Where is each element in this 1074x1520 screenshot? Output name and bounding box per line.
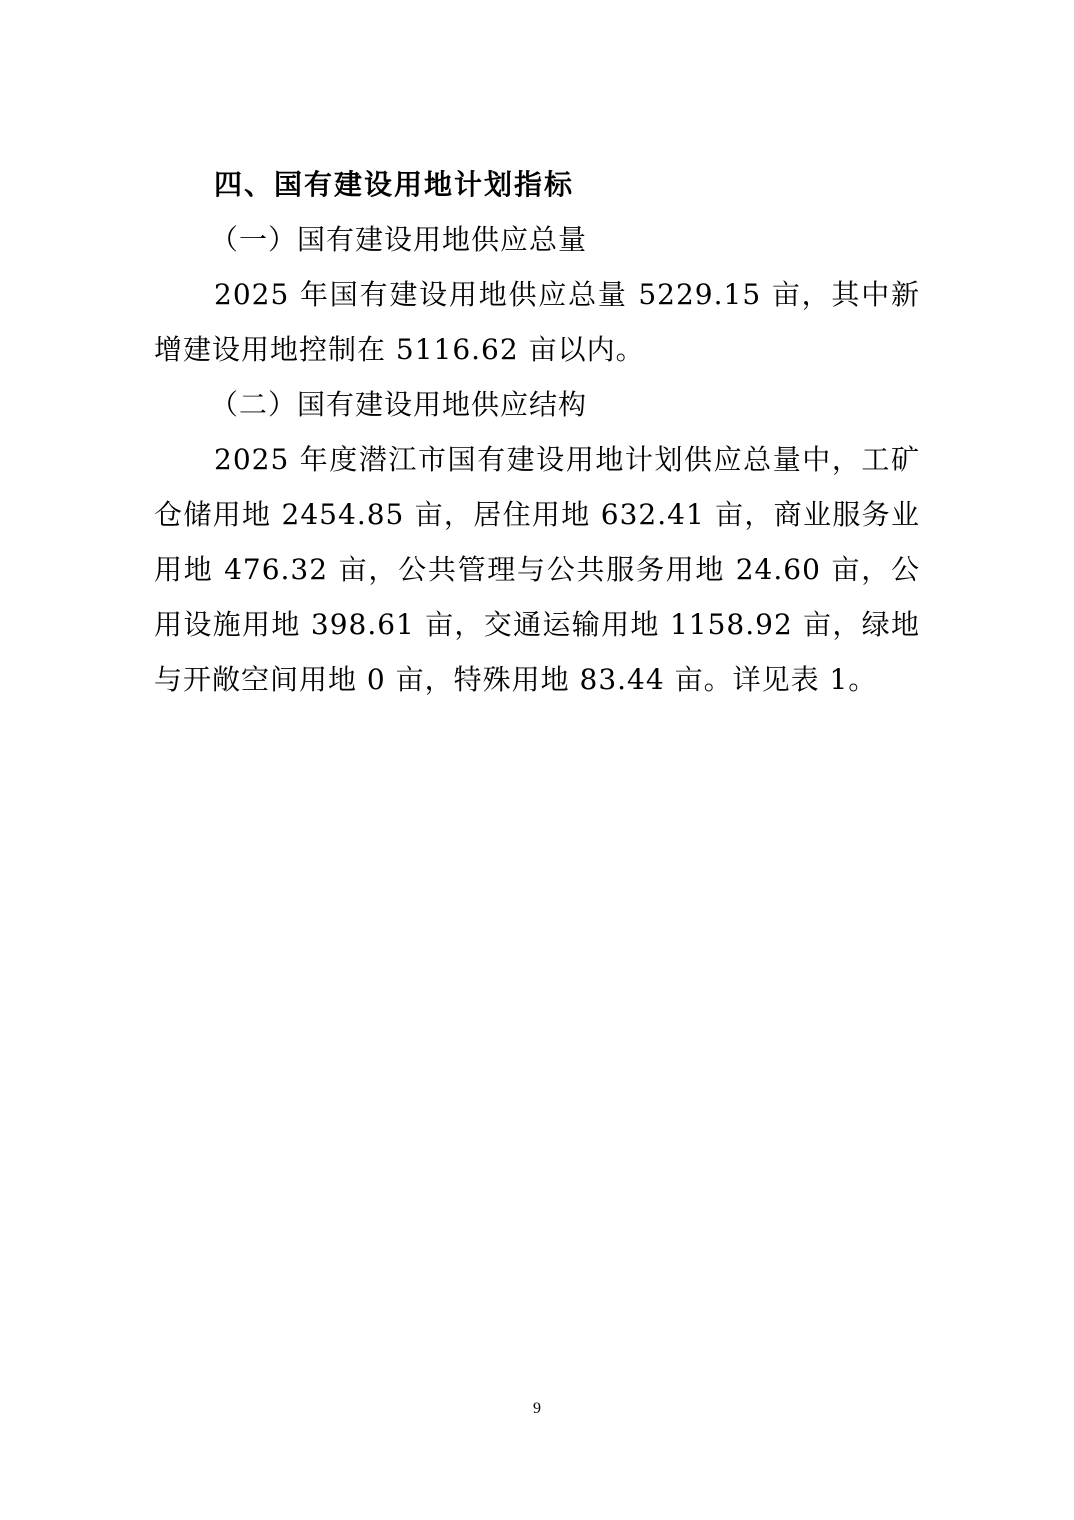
paragraph-supply-structure: 2025 年度潜江市国有建设用地计划供应总量中，工矿仓储用地 2454.85 亩，居住用地 632.41 亩，商业服务业用地 476.32 亩，公共管理与公共服务用地 24.60 亩，公用设施用地 398.61 亩，交通运输用地 1158.92 亩，绿地与开敞空间用地 0 亩，特殊用地 83.44 亩。详见表 1。 — [154, 443, 920, 696]
subsection-title-supply-total: （一）国有建设用地供应总量 — [210, 223, 588, 256]
document-body — [154, 157, 920, 707]
subsection-title-supply-structure: （二）国有建设用地供应结构 — [210, 388, 588, 421]
section-heading: 四、国有建设用地计划指标 — [214, 168, 575, 201]
page-number: 9 — [533, 1400, 541, 1417]
paragraph-supply-total: 2025 年国有建设用地供应总量 5229.15 亩，其中新增建设用地控制在 5116.62 亩以内。 — [154, 278, 920, 366]
